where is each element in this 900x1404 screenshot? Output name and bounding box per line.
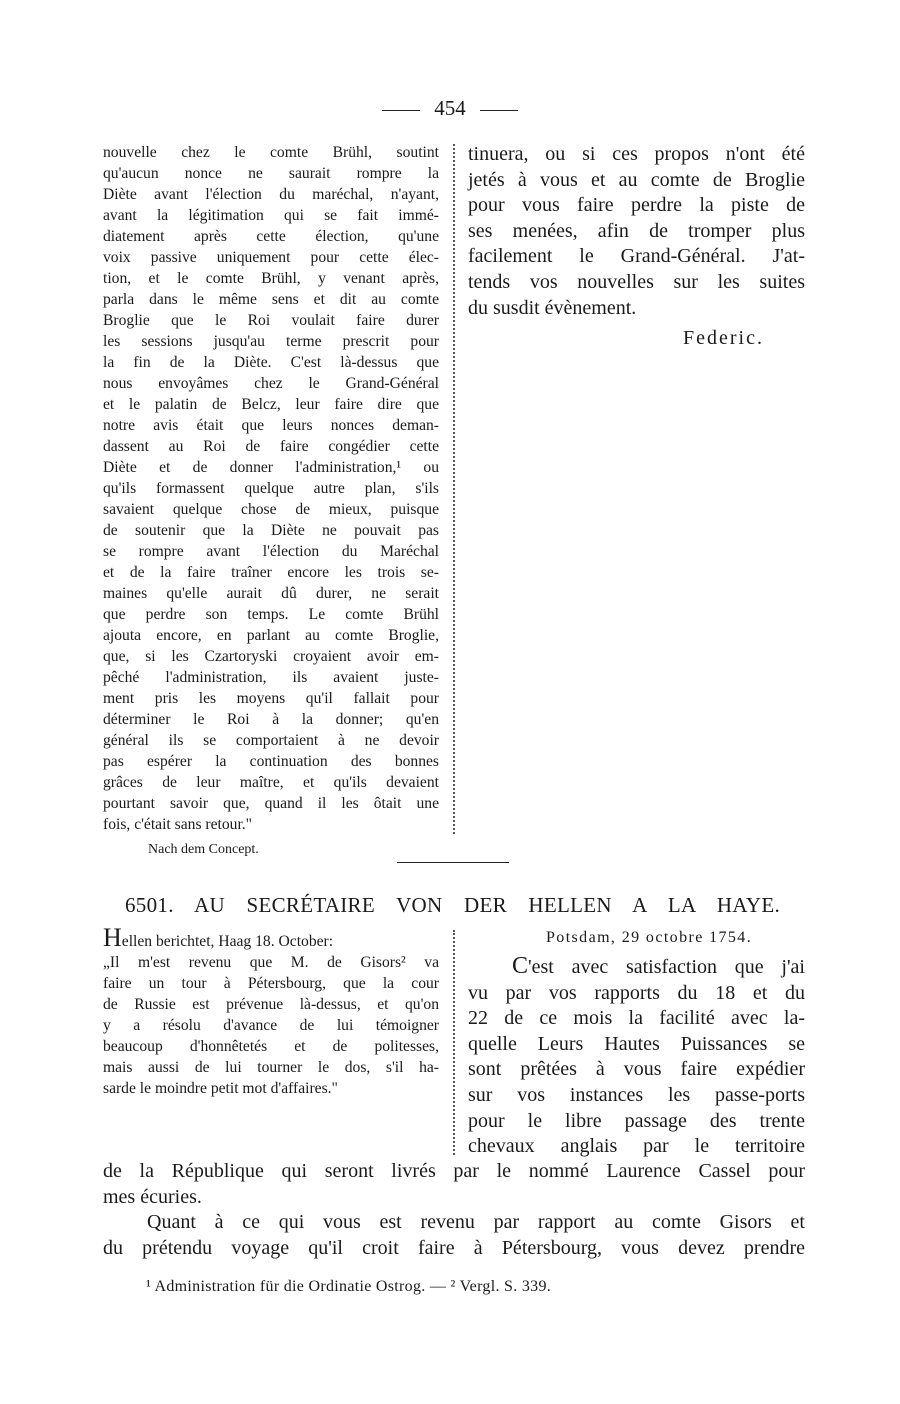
text-line: du prétendu voyage qu'il croit faire à Pétersbourg, vous devez prendre: [103, 1236, 805, 1259]
page-number-rule-left: [382, 110, 420, 111]
text-line: tion, et le comte Brühl, y venant après,: [103, 270, 439, 287]
text-line: faire un tour à Pétersbourg, que la cour: [103, 975, 439, 992]
text-line: ment pris les moyens qu'il fallait pour: [103, 690, 439, 707]
signature: Federic.: [683, 327, 764, 349]
text-line: pêché l'administration, ils avaient juste-: [103, 669, 439, 686]
page-number: [0, 96, 900, 121]
letter-line-rest: 'est avec satisfaction que j'ai: [528, 956, 805, 978]
text-line: nouvelle chez le comte Brühl, soutint: [103, 144, 439, 161]
summary-text: [103, 923, 439, 1099]
text-line: beaucoup d'honnêtetés et de politesses,: [103, 1038, 439, 1055]
text-line: sont prêtées à vous faire expédier: [468, 1058, 805, 1081]
text-line: facilement le Grand-Général. J'at-: [468, 245, 805, 268]
text-line: mais aussi de lui tourner le dos, s'il ha-: [103, 1059, 439, 1076]
text-line: pour vous faire perdre la piste de: [468, 194, 805, 217]
text-line: qu'aucun nonce ne saurait rompre la: [103, 165, 439, 182]
letter-dropcap: C: [512, 953, 529, 979]
text-line: pas espérer la continuation des bonnes: [103, 753, 439, 770]
summary-dropcap: H: [103, 923, 122, 952]
footnotes: ¹ Administration für die Ordinatie Ostrog. — ² Vergl. S. 339.: [146, 1278, 552, 1295]
text-line: nous envoyâmes chez le Grand-Général: [103, 375, 439, 392]
text-line: de Russie est prévenue là-dessus, et qu'on: [103, 996, 439, 1013]
text-line: voix passive uniquement pour cette élec-: [103, 249, 439, 266]
text-line: que, si les Czartoryski croyaient avoir em-: [103, 648, 439, 665]
text-line: jetés à vous et au comte de Broglie: [468, 168, 805, 191]
letter-body-right: [468, 954, 805, 1160]
dateline: Potsdam, 29 octobre 1754.: [546, 929, 753, 946]
text-line: qu'ils formassent quelque autre plan, s'ils: [103, 480, 439, 497]
column-separator: [453, 144, 455, 834]
letter-heading: 6501. AU SECRÉTAIRE VON DER HELLEN A LA HAYE.: [125, 893, 780, 917]
text-line: sarde le moindre petit mot d'affaires.": [103, 1080, 338, 1097]
text-line: dassent au Roi de faire congédier cette: [103, 438, 439, 455]
text-line: [103, 923, 439, 952]
text-line: y a résolu d'avance de lui témoigner: [103, 1017, 439, 1034]
source-note: Nach dem Concept.: [148, 842, 259, 857]
text-line: la fin de la Diète. C'est là-dessus que: [103, 354, 439, 371]
letter-body-full: [103, 1159, 805, 1261]
text-line: du susdit évènement.: [468, 296, 637, 319]
summary-line-rest: ellen berichtet, Haag 18. October:: [121, 933, 334, 950]
page-number-text: 454: [434, 96, 466, 120]
text-line: général ils se comportaient à ne devoir: [103, 732, 439, 749]
text-line: chevaux anglais par le territoire: [468, 1135, 805, 1158]
text-line: maines qu'elle aurait dû durer, ne serait: [103, 585, 439, 602]
text-line: grâces de leur maître, et qu'ils devaient: [103, 774, 439, 791]
column-separator: [453, 930, 455, 1155]
text-line: les sessions jusqu'au terme prescrit pour: [103, 333, 439, 350]
text-line: que perdre son temps. Le comte Brühl: [103, 606, 439, 623]
left-column-text: [103, 142, 439, 835]
text-line: sur vos instances les passe-ports: [468, 1083, 805, 1106]
text-line: notre avis était que leurs nonces deman-: [103, 417, 439, 434]
text-line: avant la légitimation qui se fait immé-: [103, 207, 439, 224]
text-line: pourtant savoir que, quand il les ôtait une: [103, 795, 439, 812]
text-line: Broglie que le Roi voulait faire durer: [103, 312, 439, 329]
section-divider: [397, 862, 509, 863]
text-line: diatement après cette élection, qu'une: [103, 228, 439, 245]
text-line: savaient quelque chose de mieux, puisque: [103, 501, 439, 518]
text-line: [468, 954, 805, 981]
text-line: tends vos nouvelles sur les suites: [468, 270, 805, 293]
text-line: ajouta encore, en parlant au comte Broglie,: [103, 627, 439, 644]
text-line: mes écuries.: [103, 1185, 202, 1208]
text-line: et le palatin de Belcz, leur faire dire que: [103, 396, 439, 413]
text-line: fois, c'était sans retour.": [103, 816, 253, 833]
text-line: „Il m'est revenu que M. de Gisors² va: [103, 954, 439, 971]
text-line: Diète avant l'élection du maréchal, n'ayant,: [103, 186, 439, 203]
text-line: de soutenir que la Diète ne pouvait pas: [103, 522, 439, 539]
text-line: parla dans le même sens et dit au comte: [103, 291, 439, 308]
text-line: ses menées, afin de tromper plus: [468, 219, 805, 242]
text-line: Quant à ce qui vous est revenu par rapport au comte Gisors et: [147, 1211, 805, 1234]
text-line: de la République qui seront livrés par le nommé Laurence Cassel pour: [103, 1160, 805, 1182]
text-line: et de la faire traîner encore les trois se-: [103, 564, 439, 581]
text-line: déterminer le Roi à la donner; qu'en: [103, 711, 439, 728]
text-line: Diète et de donner l'administration,¹ ou: [103, 459, 439, 476]
text-line: tinuera, ou si ces propos n'ont été: [468, 143, 805, 165]
text-line: se rompre avant l'élection du Maréchal: [103, 543, 439, 560]
text-line: quelle Leurs Hautes Puissances se: [468, 1032, 805, 1055]
text-line: 22 de ce mois la facilité avec la-: [468, 1007, 805, 1030]
right-column-text: [468, 142, 805, 321]
text-line: vu par vos rapports du 18 et du: [468, 981, 805, 1004]
text-line: pour le libre passage des trente: [468, 1109, 805, 1132]
page-number-rule-right: [480, 110, 518, 111]
